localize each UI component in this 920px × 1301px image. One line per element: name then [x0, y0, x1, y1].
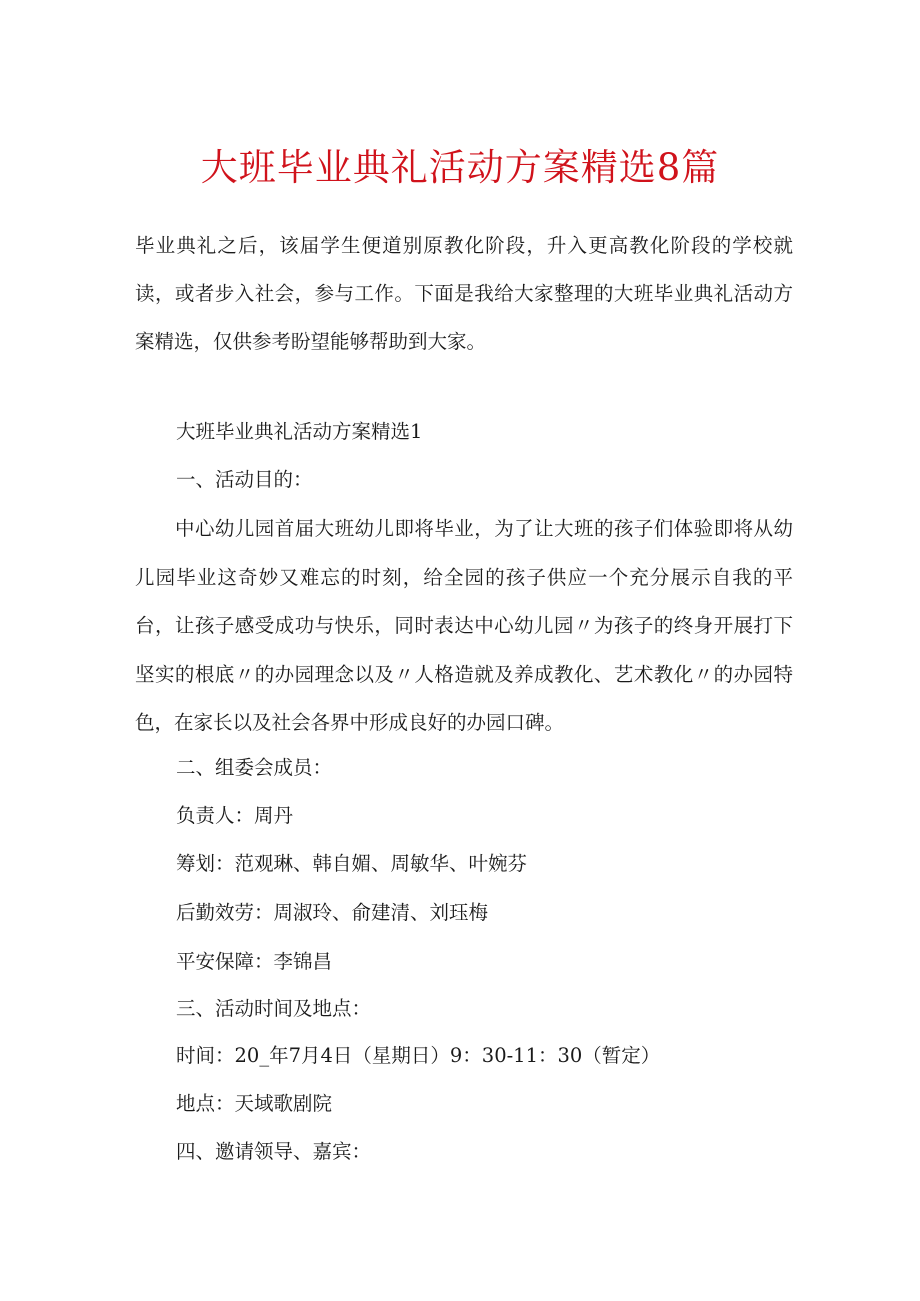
- committee-safety: 平安保障：李锦昌: [176, 950, 333, 973]
- intro-paragraph: 毕业典礼之后，该届学生便道别原教化阶段，升入更高教化阶段的学校就读，或者步入社会，参与工作。下面是我给大家整理的大班毕业典礼活动方案精选，仅供参考盼望能够帮助到大家。: [135, 234, 793, 353]
- document-title: 大班毕业典礼活动方案精选8篇: [200, 146, 720, 189]
- event-place: 地点：天域歌剧院: [176, 1092, 333, 1115]
- committee-planning: 筹划：范观琳、韩自媚、周敏华、叶婉芬: [176, 852, 528, 875]
- heading-time-place: 三、活动时间及地点：: [176, 997, 372, 1020]
- heading-committee: 二、组委会成员：: [176, 756, 333, 779]
- committee-logistics: 后勤效劳：周淑玲、俞建清、刘珏梅: [176, 901, 489, 924]
- committee-leader: 负责人：周丹: [176, 804, 294, 827]
- event-time: 时间：20_年7月4日（星期日）9：30-11：30（暂定）: [176, 1044, 661, 1067]
- purpose-paragraph: 中心幼儿园首届大班幼儿即将毕业，为了让大班的孩子们体验即将从幼儿园毕业这奇妙又难忘的时刻，给全园的孩子供应一个充分展示自我的平台，让孩子感受成功与快乐，同时表达中心幼儿园〃为孩子的终身开展打下坚实的根底〃的办园理念以及〃人格造就及养成教化、艺术教化〃的办园特色，在家长以及社会各界中形成良好的办园口碑。: [135, 517, 793, 734]
- heading-purpose: 一、活动目的：: [176, 468, 313, 491]
- heading-invite: 四、邀请领导、嘉宾：: [176, 1140, 372, 1163]
- section-heading: 大班毕业典礼活动方案精选1: [176, 420, 423, 443]
